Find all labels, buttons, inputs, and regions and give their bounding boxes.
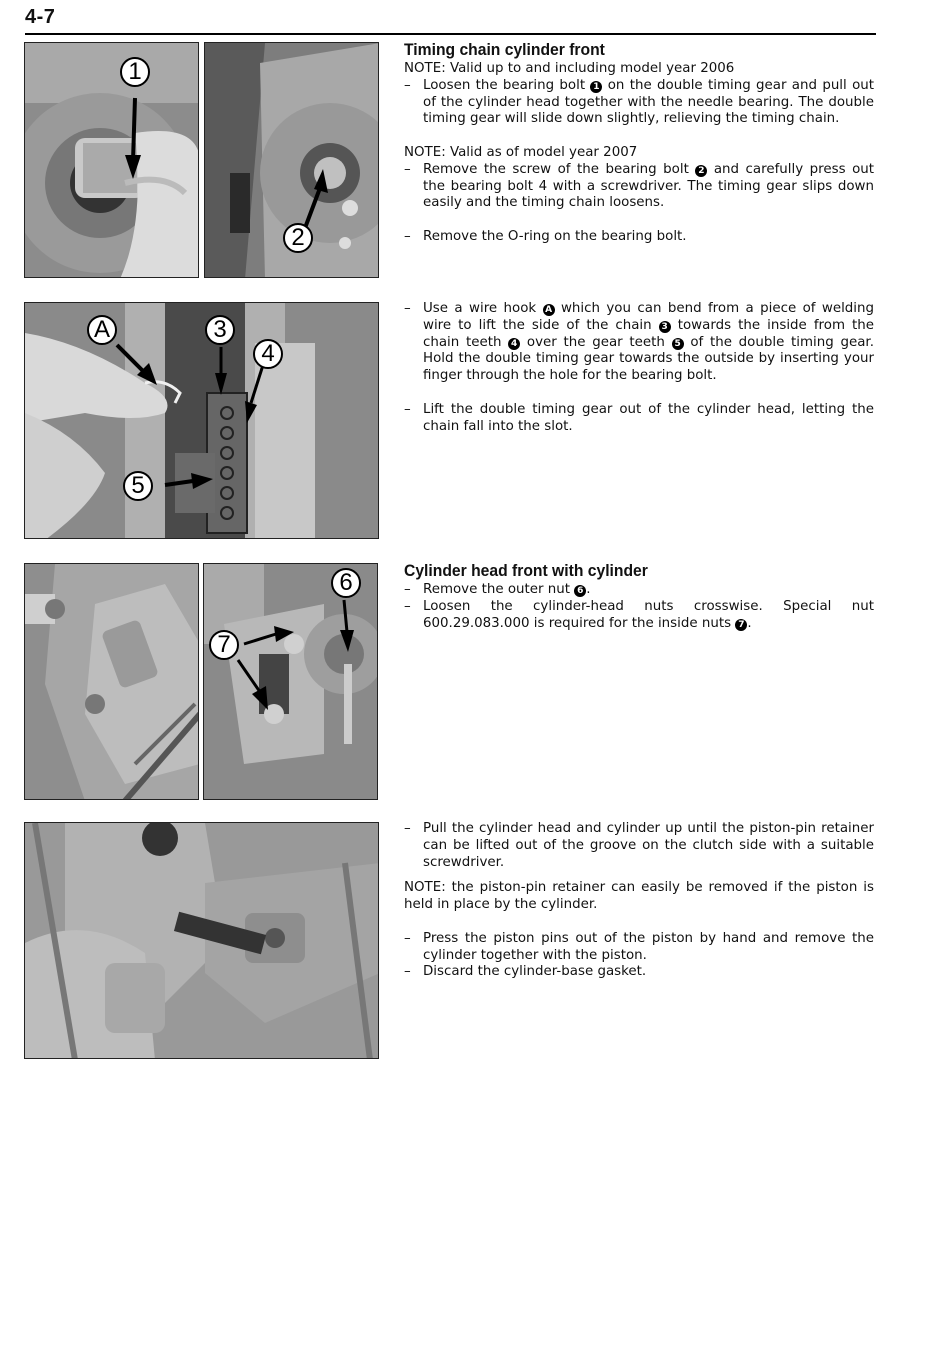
note-model-2006: NOTE: Valid up to and including model year 2006 xyxy=(404,61,735,76)
note-model-2007: NOTE: Valid as of model year 2007 xyxy=(404,144,638,160)
ref-badge-4: 4 xyxy=(508,338,520,350)
dash-marker: – xyxy=(404,930,411,946)
section-cylinder-head xyxy=(404,561,874,632)
step-use-wire-hook: – Use a wire hook A which you can bend from a piece of welding wire to lift the side of the chain 3 towards the inside from the chain teeth 4 over the gear teeth 5 of the double timing gear. Hold the double timing gear towards the outside by inserting your finger through the hole for the bearing bolt. xyxy=(404,301,875,384)
section-title-cylinder-head: Cylinder head front with cylinder xyxy=(404,562,648,580)
callout-1: 1 xyxy=(120,57,150,87)
ref-badge-6: 6 xyxy=(574,585,586,597)
header-rule xyxy=(25,33,876,35)
photo-bearing-bolt-2006 xyxy=(24,42,199,278)
step-remove-screw: – Remove the screw of the bearing bolt 2 and carefully press out the bearing bolt 4 with a screwdriver. The timing gear slips down easily and the timing chain loosens. xyxy=(404,161,874,211)
section-title-timing-chain: Timing chain cylinder front xyxy=(404,41,605,59)
section-piston-removal xyxy=(404,821,874,981)
step-remove-o-ring: – Remove the O-ring on the bearing bolt. xyxy=(404,228,687,244)
step-loosen-bearing-bolt: – Loosen the bearing bolt 1 on the double timing gear and pull out of the cylinder head together with the needle bearing. The double timing gear will slide down slightly, relieving the timing chain. xyxy=(404,77,874,127)
ref-badge-2: 2 xyxy=(695,165,707,177)
ref-badge-a: A xyxy=(543,304,555,316)
step-press-piston-pins: – Press the piston pins out of the piston by hand and remove the cylinder together with the piston. xyxy=(404,930,874,963)
photo-cylinder-head-nuts xyxy=(203,563,378,800)
step-pull-cylinder-head: – Pull the cylinder head and cylinder up until the piston-pin retainer can be lifted out of the groove on the clutch side with a suitable screwdriver. xyxy=(404,821,874,870)
callout-4: 4 xyxy=(253,339,283,369)
step-discard-gasket: – Discard the cylinder-base gasket. xyxy=(404,964,647,980)
section-timing-chain xyxy=(404,40,874,246)
dash-marker: – xyxy=(404,301,411,316)
step-lift-timing-gear: – Lift the double timing gear out of the cylinder head, letting the chain fall into the slot. xyxy=(404,401,874,434)
dash-marker: – xyxy=(404,77,411,93)
ref-badge-1: 1 xyxy=(590,81,602,93)
photo-wire-hook-chain xyxy=(24,302,379,539)
ref-badge-7: 7 xyxy=(735,619,747,631)
page-number: 4-7 xyxy=(25,6,56,28)
photo-piston-removal xyxy=(24,822,379,1059)
photo-bearing-bolt-2007 xyxy=(204,42,379,278)
note-piston-pin-retainer: NOTE: the piston-pin retainer can easily be removed if the piston is held in place by the cylinder. xyxy=(404,880,874,913)
photo-cylinder-head-left xyxy=(24,563,199,800)
dash-marker: – xyxy=(404,582,411,597)
dash-marker: – xyxy=(404,964,411,980)
step-remove-outer-nut: – Remove the outer nut 6 . xyxy=(404,582,591,597)
step-loosen-head-nuts: – Loosen the cylinder-head nuts crosswise. Special nut 600.29.083.000 is required for the inside nuts 7 . xyxy=(404,598,874,631)
ref-badge-3: 3 xyxy=(659,321,671,333)
callout-5: 5 xyxy=(123,471,153,501)
callout-3: 3 xyxy=(205,315,235,345)
callout-7: 7 xyxy=(209,630,239,660)
callout-6: 6 xyxy=(331,568,361,598)
ref-badge-5: 5 xyxy=(672,338,684,350)
section-chain-removal xyxy=(404,301,874,435)
callout-2: 2 xyxy=(283,223,313,253)
dash-marker: – xyxy=(404,401,411,417)
dash-marker: – xyxy=(404,821,411,836)
dash-marker: – xyxy=(404,598,411,614)
dash-marker: – xyxy=(404,161,411,177)
dash-marker: – xyxy=(404,228,411,244)
callout-a: A xyxy=(87,315,117,345)
